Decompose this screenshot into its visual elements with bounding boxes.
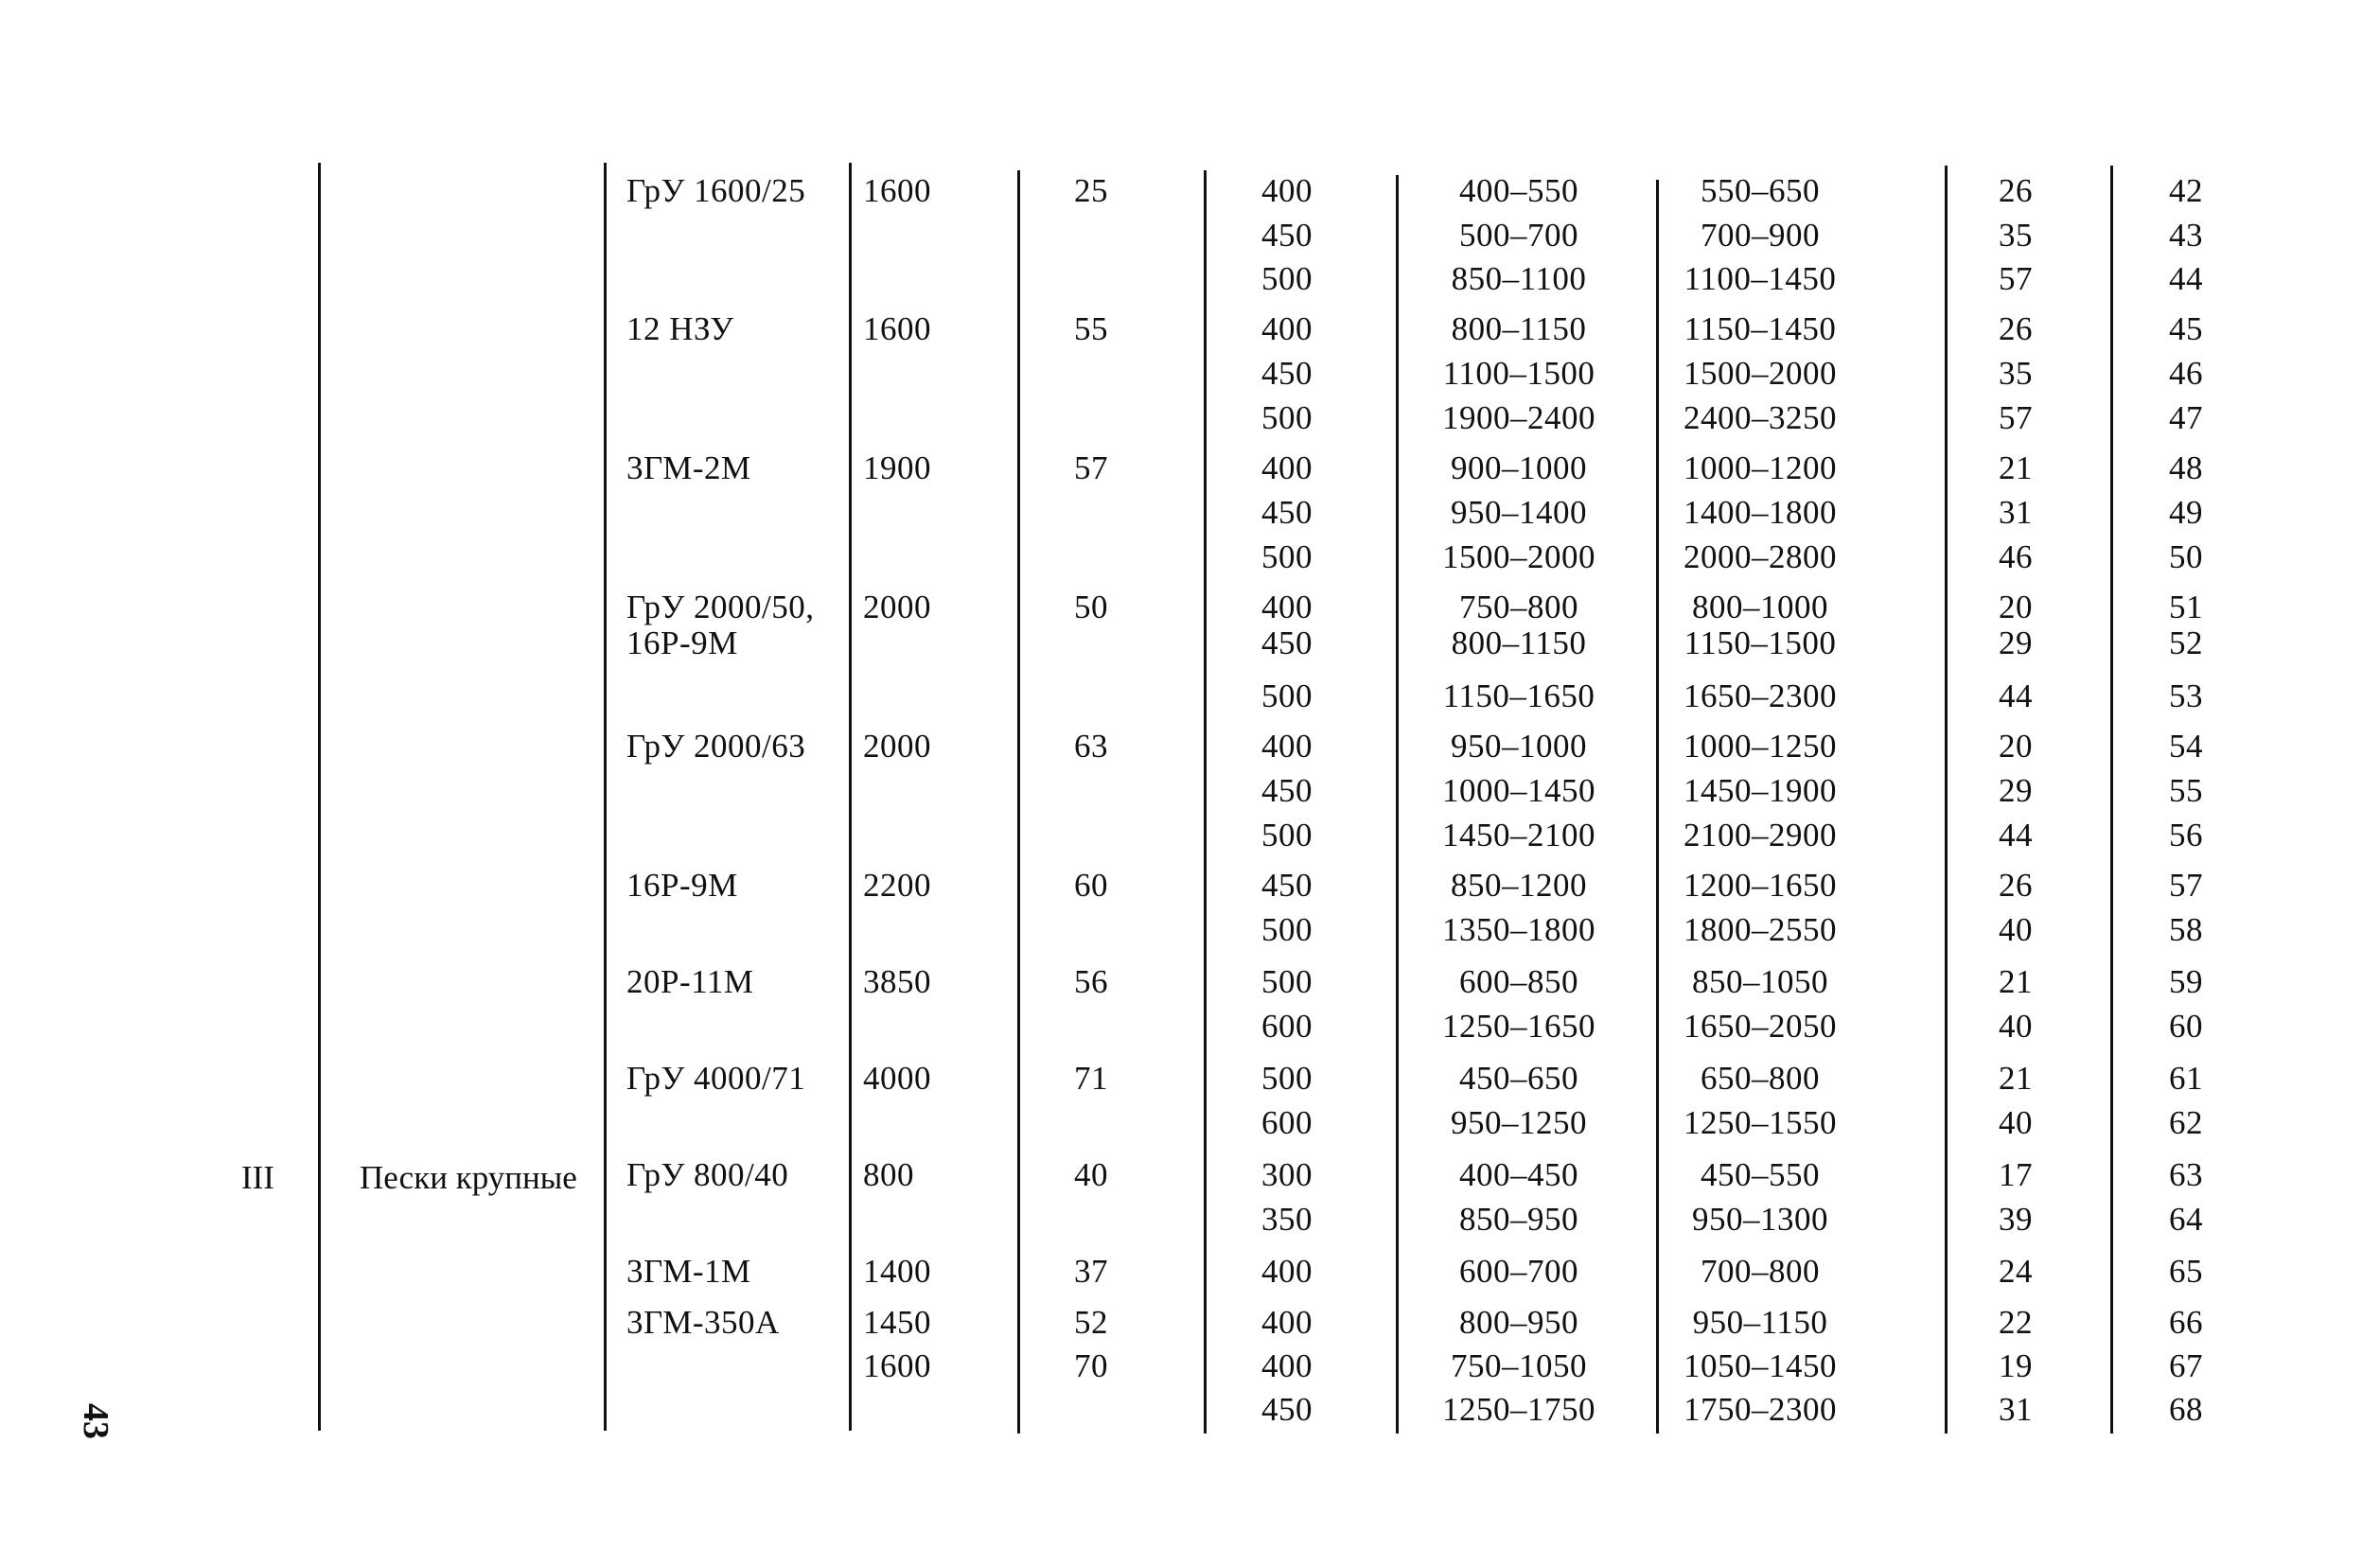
table-cell-c5: 400–450 — [1459, 1156, 1578, 1193]
table-cell-c3: 25 — [1074, 172, 1108, 209]
table-cell-c6: 700–800 — [1701, 1253, 1820, 1290]
table-cell-model: 20Р-11М — [626, 963, 754, 1000]
table-cell-c6: 2100–2900 — [1684, 817, 1837, 853]
table-cell-c8: 45 — [2169, 310, 2203, 347]
table-cell-c8: 57 — [2169, 867, 2203, 904]
table-cell-c4: 500 — [1261, 260, 1313, 297]
table-cell-c4: 400 — [1261, 728, 1313, 765]
table-cell-c4: 600 — [1261, 1008, 1313, 1045]
column-rule — [1017, 170, 1020, 1434]
table-cell-c5: 1450–2100 — [1442, 817, 1595, 853]
table-cell-model: ГрУ 1600/25 — [626, 172, 806, 209]
table-cell-c2: 800 — [863, 1156, 914, 1193]
table-cell-c6: 950–1300 — [1692, 1201, 1828, 1238]
table-cell-c7: 21 — [1999, 963, 2033, 1000]
table-cell-c6: 1750–2300 — [1684, 1391, 1837, 1428]
table-cell-c6: 1150–1500 — [1684, 624, 1837, 661]
table-cell-c6: 1050–1450 — [1684, 1347, 1837, 1384]
table-cell-c5: 750–1050 — [1451, 1347, 1587, 1384]
table-cell-c3: 57 — [1074, 449, 1108, 486]
table-cell-c7: 29 — [1999, 772, 2033, 809]
table-cell-c6: 1250–1550 — [1684, 1104, 1837, 1141]
table-cell-c8: 51 — [2169, 589, 2203, 625]
table-cell-c8: 54 — [2169, 728, 2203, 765]
table-cell-c7: 57 — [1999, 260, 2033, 297]
table-cell-c3: 71 — [1074, 1060, 1108, 1097]
table-cell-c2: 2000 — [863, 728, 931, 765]
table-cell-c8: 59 — [2169, 963, 2203, 1000]
group-label: III — [241, 1159, 274, 1196]
table-cell-c5: 600–700 — [1459, 1253, 1578, 1290]
table-cell-c4: 450 — [1261, 1391, 1313, 1428]
table-cell-c5: 450–650 — [1459, 1060, 1578, 1097]
table-cell-c5: 950–1250 — [1451, 1104, 1587, 1141]
table-cell-c5: 1900–2400 — [1442, 399, 1595, 436]
table-cell-c6: 650–800 — [1701, 1060, 1820, 1097]
table-cell-c7: 39 — [1999, 1201, 2033, 1238]
table-cell-c7: 20 — [1999, 728, 2033, 765]
table-cell-model: 12 НЗУ — [626, 310, 734, 347]
table-cell-c5: 1000–1450 — [1442, 772, 1595, 809]
table-cell-c8: 67 — [2169, 1347, 2203, 1384]
table-cell-c3: 50 — [1074, 589, 1108, 625]
table-cell-c7: 26 — [1999, 867, 2033, 904]
table-cell-c6: 1650–2050 — [1684, 1008, 1837, 1045]
table-cell-c8: 65 — [2169, 1253, 2203, 1290]
table-cell-c7: 40 — [1999, 1104, 2033, 1141]
table-cell-c3: 37 — [1074, 1253, 1108, 1290]
table-cell-c2: 4000 — [863, 1060, 931, 1097]
table-cell-c3: 60 — [1074, 867, 1108, 904]
table-cell-c7: 57 — [1999, 399, 2033, 436]
table-cell-c7: 31 — [1999, 494, 2033, 531]
table-cell-c7: 20 — [1999, 589, 2033, 625]
table-cell-c8: 61 — [2169, 1060, 2203, 1097]
table-cell-c4: 300 — [1261, 1156, 1313, 1193]
table-cell-c4: 500 — [1261, 1060, 1313, 1097]
table-cell-c5: 900–1000 — [1451, 449, 1587, 486]
table-cell-c7: 26 — [1999, 172, 2033, 209]
table-cell-c8: 62 — [2169, 1104, 2203, 1141]
table-cell-c7: 29 — [1999, 624, 2033, 661]
table-cell-c5: 1250–1650 — [1442, 1008, 1595, 1045]
table-cell-c8: 46 — [2169, 355, 2203, 392]
table-cell-c5: 1250–1750 — [1442, 1391, 1595, 1428]
table-cell-c5: 850–1200 — [1451, 867, 1587, 904]
table-cell-c2: 2200 — [863, 867, 931, 904]
table-cell-c7: 19 — [1999, 1347, 2033, 1384]
table-cell-c8: 56 — [2169, 817, 2203, 853]
table-cell-c5: 750–800 — [1459, 589, 1578, 625]
table-cell-c3: 40 — [1074, 1156, 1108, 1193]
table-cell-c2: 1600 — [863, 1347, 931, 1384]
table-cell-c4: 450 — [1261, 624, 1313, 661]
table-cell-c4: 500 — [1261, 399, 1313, 436]
table-cell-c5: 1150–1650 — [1442, 677, 1595, 714]
table-cell-c6: 2400–3250 — [1684, 399, 1837, 436]
table-cell-c5: 850–1100 — [1451, 260, 1587, 297]
table-cell-c6: 450–550 — [1701, 1156, 1820, 1193]
table-cell-c7: 17 — [1999, 1156, 2033, 1193]
table-cell-c6: 2000–2800 — [1684, 538, 1837, 575]
table-cell-c5: 1100–1500 — [1442, 355, 1595, 392]
table-cell-c8: 58 — [2169, 911, 2203, 948]
table-cell-c5: 400–550 — [1459, 172, 1578, 209]
column-rule — [318, 163, 321, 1431]
column-rule — [1396, 175, 1399, 1434]
table-cell-c6: 850–1050 — [1692, 963, 1828, 1000]
table-cell-c3: 55 — [1074, 310, 1108, 347]
soil-label: Пески крупные — [360, 1159, 577, 1196]
table-cell-c6: 1000–1200 — [1684, 449, 1837, 486]
table-cell-c4: 450 — [1261, 494, 1313, 531]
table-cell-c7: 40 — [1999, 1008, 2033, 1045]
table-cell-c3: 70 — [1074, 1347, 1108, 1384]
table-cell-c5: 600–850 — [1459, 963, 1578, 1000]
table-cell-c2: 2000 — [863, 589, 931, 625]
table-cell-c5: 1350–1800 — [1442, 911, 1595, 948]
table-cell-c8: 49 — [2169, 494, 2203, 531]
table-cell-c5: 800–950 — [1459, 1304, 1578, 1341]
table-cell-c8: 48 — [2169, 449, 2203, 486]
table-cell-c5: 800–1150 — [1451, 310, 1587, 347]
page-number: 43 — [76, 1403, 115, 1439]
table-cell-c8: 66 — [2169, 1304, 2203, 1341]
table-cell-c4: 400 — [1261, 172, 1313, 209]
table-cell-c6: 800–1000 — [1692, 589, 1828, 625]
table-cell-c7: 44 — [1999, 817, 2033, 853]
table-cell-c7: 46 — [1999, 538, 2033, 575]
table-cell-c2: 3850 — [863, 963, 931, 1000]
column-rule — [1945, 166, 1948, 1434]
table-cell-c7: 21 — [1999, 1060, 2033, 1097]
table-cell-c2: 1600 — [863, 310, 931, 347]
table-cell-c7: 24 — [1999, 1253, 2033, 1290]
table-cell-model: 16Р-9М — [626, 624, 738, 661]
table-cell-c4: 450 — [1261, 867, 1313, 904]
table-cell-c4: 500 — [1261, 963, 1313, 1000]
table-cell-model: ГрУ 4000/71 — [626, 1060, 806, 1097]
table-cell-c8: 60 — [2169, 1008, 2203, 1045]
column-rule — [1204, 170, 1207, 1434]
table-cell-c5: 500–700 — [1459, 217, 1578, 254]
column-rule — [849, 163, 852, 1431]
table-cell-c4: 450 — [1261, 355, 1313, 392]
table-cell-c6: 550–650 — [1701, 172, 1820, 209]
table-cell-c4: 400 — [1261, 589, 1313, 625]
table-cell-c6: 1400–1800 — [1684, 494, 1837, 531]
table-cell-c3: 52 — [1074, 1304, 1108, 1341]
table-cell-c6: 1800–2550 — [1684, 911, 1837, 948]
table-cell-model: ГрУ 800/40 — [626, 1156, 789, 1193]
table-cell-c4: 500 — [1261, 911, 1313, 948]
table-cell-c5: 950–1000 — [1451, 728, 1587, 765]
table-cell-c7: 40 — [1999, 911, 2033, 948]
table-cell-c2: 1400 — [863, 1253, 931, 1290]
table-cell-c7: 44 — [1999, 677, 2033, 714]
table-cell-c2: 1900 — [863, 449, 931, 486]
table-cell-c4: 400 — [1261, 1347, 1313, 1384]
table-cell-c4: 450 — [1261, 217, 1313, 254]
table-cell-c5: 950–1400 — [1451, 494, 1587, 531]
table-cell-model: ГрУ 2000/63 — [626, 728, 806, 765]
table-cell-model: 3ГМ-1М — [626, 1253, 751, 1290]
table-cell-c8: 63 — [2169, 1156, 2203, 1193]
table-cell-c7: 31 — [1999, 1391, 2033, 1428]
table-cell-model: ГрУ 2000/50, — [626, 589, 815, 625]
column-rule — [2110, 166, 2113, 1434]
table-cell-c6: 1450–1900 — [1684, 772, 1837, 809]
table-cell-c8: 53 — [2169, 677, 2203, 714]
table-cell-c5: 1500–2000 — [1442, 538, 1595, 575]
table-cell-c4: 350 — [1261, 1201, 1313, 1238]
table-cell-c8: 64 — [2169, 1201, 2203, 1238]
table-cell-model: 3ГМ-350А — [626, 1304, 780, 1341]
table-cell-c7: 22 — [1999, 1304, 2033, 1341]
table-cell-c4: 500 — [1261, 817, 1313, 853]
table-cell-c8: 55 — [2169, 772, 2203, 809]
table-cell-c4: 400 — [1261, 1304, 1313, 1341]
table-cell-c3: 56 — [1074, 963, 1108, 1000]
table-cell-c6: 1500–2000 — [1684, 355, 1837, 392]
table-cell-c5: 850–950 — [1459, 1201, 1578, 1238]
table-cell-c7: 21 — [1999, 449, 2033, 486]
table-cell-c8: 50 — [2169, 538, 2203, 575]
table-cell-c8: 52 — [2169, 624, 2203, 661]
table-cell-c8: 68 — [2169, 1391, 2203, 1428]
table-cell-c6: 1000–1250 — [1684, 728, 1837, 765]
table-cell-c7: 26 — [1999, 310, 2033, 347]
table-cell-c6: 950–1150 — [1692, 1304, 1828, 1341]
table-cell-c5: 800–1150 — [1451, 624, 1587, 661]
table-cell-c6: 1650–2300 — [1684, 677, 1837, 714]
table-cell-c7: 35 — [1999, 217, 2033, 254]
table-cell-c8: 44 — [2169, 260, 2203, 297]
table-cell-c4: 500 — [1261, 677, 1313, 714]
table-cell-c4: 400 — [1261, 449, 1313, 486]
table-cell-c7: 35 — [1999, 355, 2033, 392]
table-cell-c4: 450 — [1261, 772, 1313, 809]
column-rule — [1656, 180, 1659, 1434]
table-cell-c6: 1100–1450 — [1684, 260, 1837, 297]
table-cell-c4: 400 — [1261, 310, 1313, 347]
table-cell-c8: 43 — [2169, 217, 2203, 254]
table-cell-c6: 1200–1650 — [1684, 867, 1837, 904]
table-cell-model: 3ГМ-2М — [626, 449, 751, 486]
table-cell-c2: 1450 — [863, 1304, 931, 1341]
table-cell-c4: 600 — [1261, 1104, 1313, 1141]
column-rule — [604, 163, 607, 1431]
table-cell-c8: 42 — [2169, 172, 2203, 209]
table-cell-model: 16Р-9М — [626, 867, 738, 904]
table-cell-c6: 1150–1450 — [1684, 310, 1837, 347]
table-cell-c8: 47 — [2169, 399, 2203, 436]
table-cell-c4: 500 — [1261, 538, 1313, 575]
table-cell-c4: 400 — [1261, 1253, 1313, 1290]
table-cell-c6: 700–900 — [1701, 217, 1820, 254]
table-cell-c2: 1600 — [863, 172, 931, 209]
table-cell-c3: 63 — [1074, 728, 1108, 765]
